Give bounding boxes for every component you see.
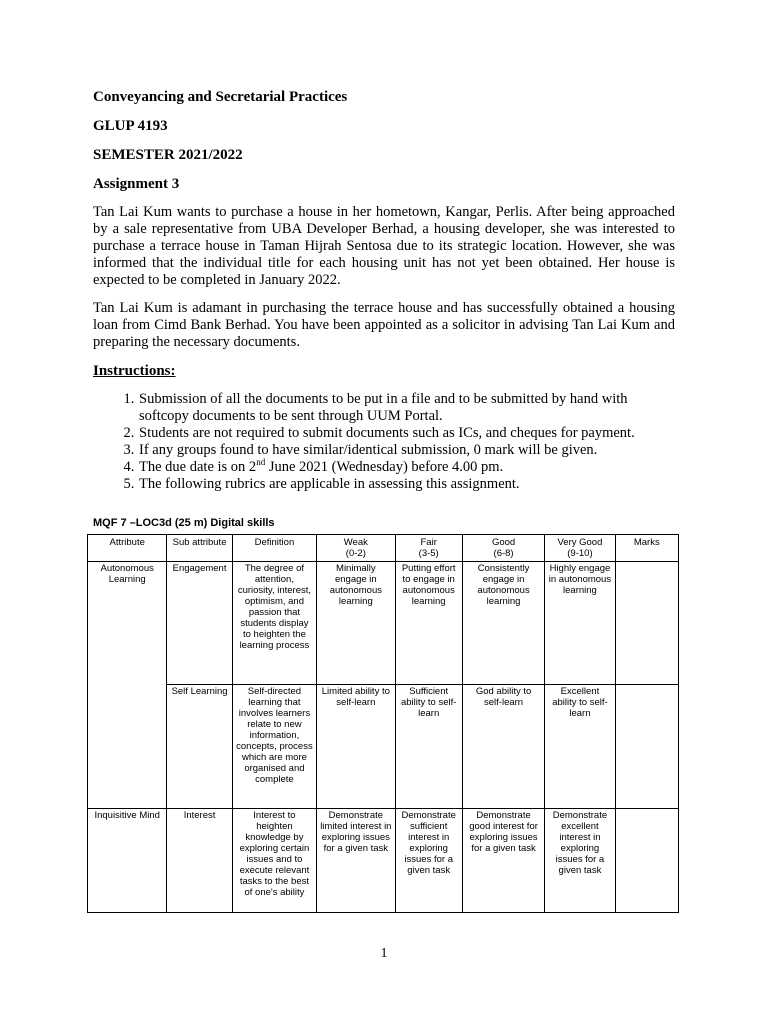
semester: SEMESTER 2021/2022 xyxy=(93,147,243,163)
course-code: GLUP 4193 xyxy=(93,118,168,134)
instruction-item xyxy=(138,459,675,476)
instructions-heading: Instructions: xyxy=(93,363,176,379)
cell-good: God ability to self-learn xyxy=(462,685,544,809)
header-sub-attribute: Sub attribute xyxy=(167,535,232,562)
cell-sub-attribute: Engagement xyxy=(167,562,232,685)
cell-fair: Sufficient ability to self-learn xyxy=(395,685,462,809)
paragraph-scenario: Tan Lai Kum wants to purchase a house in her hometown, Kangar, Perlis. After being approached by a sale representative from UBA Developer Berhad, a housing developer, she was interested to purchase a terrace house in Taman Hijrah Sentosa due to its strategic location. However, she was informed that the individual title for each housing unit has not yet been obtained. Her house is expected to be completed in January 2022. xyxy=(93,204,675,288)
cell-sub-attribute: Self Learning xyxy=(167,685,232,809)
rubric-table xyxy=(87,534,679,913)
cell-very-good: Demonstrate excellent interest in exploring issues for a given task xyxy=(545,809,615,913)
cell-weak: Demonstrate limited interest in exploring issues for a given task xyxy=(317,809,395,913)
table-row xyxy=(88,562,679,685)
cell-weak: Limited ability to self-learn xyxy=(317,685,395,809)
header-attribute: Attribute xyxy=(88,535,167,562)
cell-very-good: Highly engage in autonomous learning xyxy=(545,562,615,685)
due-date-prefix: The due date is on 2 xyxy=(139,459,257,475)
assignment-title: Assignment 3 xyxy=(93,176,180,192)
course-title: Conveyancing and Secretarial Practices xyxy=(93,89,348,105)
cell-definition: The degree of attention, curiosity, interest, optimism, and passion that students display to heighten the learning process xyxy=(232,562,316,685)
instruction-item: 1. Submission of all the documents to be put in a file and to be submitted by hand with softcopy documents to be sent through UUM Portal. xyxy=(138,391,675,425)
cell-definition: Self-directed learning that involves learners relate to new information, concepts, process which are more organised and complete xyxy=(232,685,316,809)
cell-very-good: Excellent ability to self-learn xyxy=(545,685,615,809)
cell-marks xyxy=(615,685,678,809)
table-row xyxy=(88,809,679,913)
instruction-item: 2. Students are not required to submit documents such as ICs, and cheques for payment. xyxy=(138,425,675,442)
cell-good: Consistently engage in autonomous learning xyxy=(462,562,544,685)
cell-attribute: Inquisitive Mind xyxy=(88,809,167,913)
rubric-caption: MQF 7 –LOC3d (25 m) Digital skills xyxy=(93,517,275,529)
table-header-row xyxy=(88,535,679,562)
cell-attribute: Autonomous Learning xyxy=(88,562,167,809)
instruction-item: 5. The following rubrics are applicable in assessing this assignment. xyxy=(138,476,675,493)
instruction-item: 3. If any groups found to have similar/identical submission, 0 mark will be given. xyxy=(138,442,675,459)
cell-marks xyxy=(615,809,678,913)
cell-sub-attribute: Interest xyxy=(167,809,232,913)
cell-marks xyxy=(615,562,678,685)
instructions-list xyxy=(93,391,675,493)
header-fair: Fair (3-5) xyxy=(395,535,462,562)
cell-fair: Demonstrate sufficient interest in exploring issues for a given task xyxy=(395,809,462,913)
cell-definition: Interest to heighten knowledge by exploring certain issues and to execute relevant tasks to the best of one's ability xyxy=(232,809,316,913)
header-very-good: Very Good (9-10) xyxy=(545,535,615,562)
header-marks: Marks xyxy=(615,535,678,562)
page-number: 1 xyxy=(380,946,388,961)
header-weak: Weak (0-2) xyxy=(317,535,395,562)
cell-fair: Putting effort to engage in autonomous learning xyxy=(395,562,462,685)
document-body xyxy=(93,88,675,537)
due-date-suffix: June 2021 (Wednesday) before 4.00 pm. xyxy=(265,459,504,475)
table-row xyxy=(88,685,679,809)
cell-good: Demonstrate good interest for exploring issues for a given task xyxy=(462,809,544,913)
cell-weak: Minimally engage in autonomous learning xyxy=(317,562,395,685)
header-definition: Definition xyxy=(232,535,316,562)
header-good: Good (6-8) xyxy=(462,535,544,562)
due-date-ordinal: nd xyxy=(256,457,266,468)
paragraph-appointment: Tan Lai Kum is adamant in purchasing the terrace house and has successfully obtained a housing loan from Cimd Bank Berhad. You have been appointed as a solicitor in advising Tan Lai Kum and preparing the necessary documents. xyxy=(93,300,675,350)
